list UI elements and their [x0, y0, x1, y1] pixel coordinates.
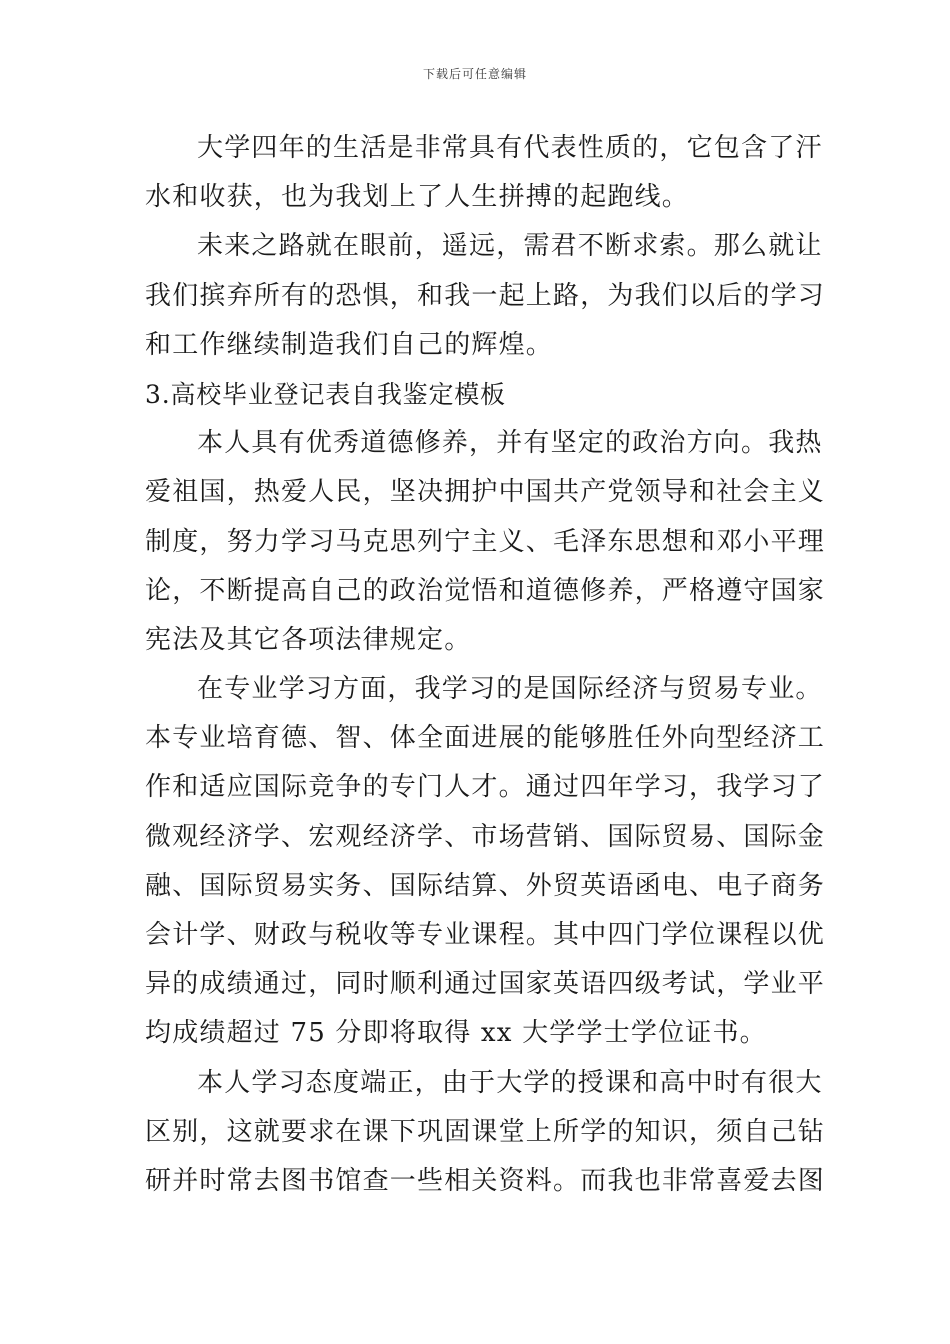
paragraph-line: 爱祖国，热爱人民，坚决拥护中国共产党领导和社会主义	[145, 477, 826, 508]
paragraph-line: 大学四年的生活是非常具有代表性质的，它包含了汗	[197, 133, 823, 163]
paragraph-line: 在专业学习方面，我学习的是国际经济与贸易专业。	[197, 674, 823, 705]
paragraph-line: 区别，这就要求在课下巩固课堂上所学的知识，须自己钻	[145, 1116, 826, 1147]
paragraph-line: 我们摈弃所有的恐惧，和我一起上路，为我们以后的学习	[145, 280, 826, 311]
paragraph-line: 水和收获，也为我划上了人生拼搏的起跑线。	[145, 182, 690, 213]
paragraph-line: 异的成绩通过，同时顺利通过国家英语四级考试，学业平	[145, 969, 826, 1000]
paragraph-line: 研并时常去图书馆查一些相关资料。而我也非常喜爱去图	[145, 1165, 826, 1196]
paragraph-line: 本人学习态度端正，由于大学的授课和高中时有很大	[197, 1067, 823, 1098]
paragraph-line: 微观经济学、宏观经济学、市场营销、国际贸易、国际金	[145, 821, 826, 852]
paragraph-line: 和工作继续制造我们自己的辉煌。	[145, 329, 554, 360]
document-body	[145, 124, 826, 1206]
paragraph-line: 作和适应国际竞争的专门人才。通过四年学习，我学习了	[145, 772, 826, 803]
paragraph-line: 本专业培育德、智、体全面进展的能够胜任外向型经济工	[145, 723, 826, 754]
paragraph-line: 论，不断提高自己的政治觉悟和道德修养，严格遵守国家	[145, 575, 826, 606]
page-header: 下载后可任意编辑	[422, 67, 527, 81]
paragraph-line: 未来之路就在眼前，遥远，需君不断求索。那么就让	[197, 231, 823, 262]
section-heading: 3.高校毕业登记表自我鉴定模板	[145, 379, 506, 409]
paragraph-line: 制度，努力学习马克思列宁主义、毛泽东思想和邓小平理	[145, 526, 826, 557]
paragraph-line: 宪法及其它各项法律规定。	[145, 624, 472, 655]
paragraph-line: 会计学、财政与税收等专业课程。其中四门学位课程以优	[145, 920, 826, 950]
paragraph-line: 本人具有优秀道德修养，并有坚定的政治方向。我热	[197, 428, 823, 459]
paragraph-line: 融、国际贸易实务、国际结算、外贸英语函电、电子商务	[145, 870, 826, 901]
paragraph-line: 均成绩超过 75 分即将取得 xx 大学学士学位证书。	[145, 1018, 767, 1049]
